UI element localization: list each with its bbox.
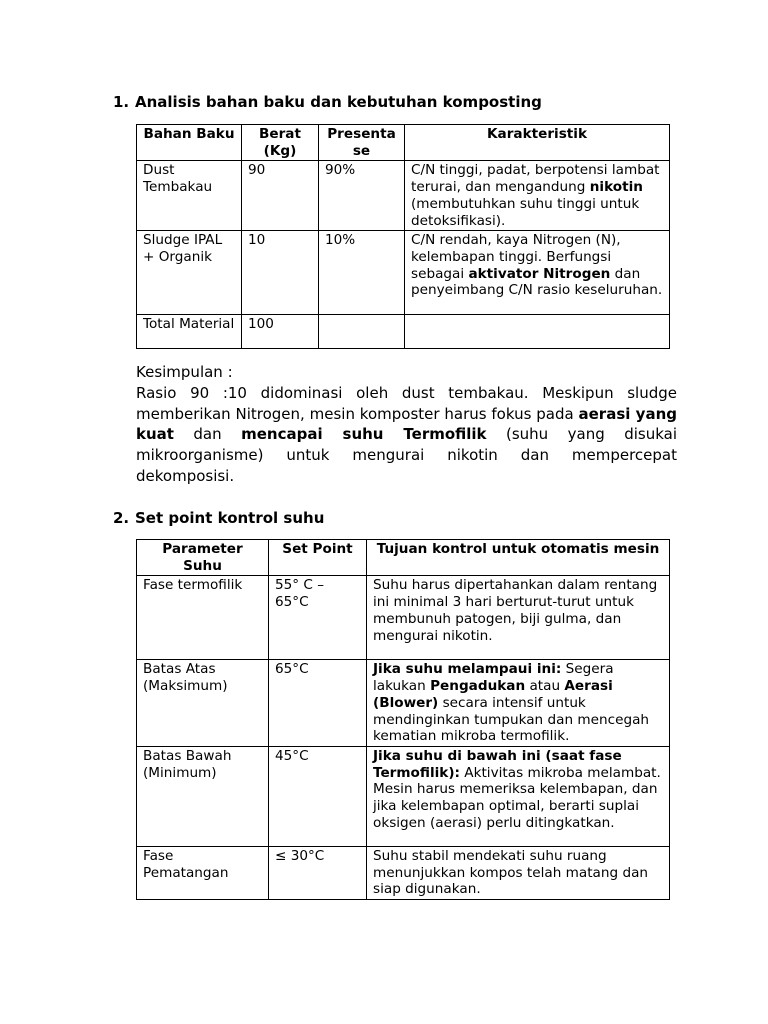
cell-bahan: Sludge IPAL + Organik <box>137 231 242 315</box>
conclusion-text <box>136 383 677 487</box>
bold-text: mencapai suhu Termofilik <box>241 425 487 444</box>
section-2-title: Set point kontrol suhu <box>135 509 325 527</box>
cell-karakteristik <box>405 161 670 231</box>
bold-text: nikotin <box>589 179 643 196</box>
table-row <box>137 161 670 231</box>
text-run: dan <box>173 425 242 444</box>
setpoint-header-row <box>137 540 670 576</box>
text-run: Suhu harus dipertahankan dalam rentang ini minimal 3 hari berturut-turut untuk membunuh patogen, biji gulma, dan mengurai nikotin. <box>373 577 658 644</box>
bold-text: Pengadukan <box>430 678 526 695</box>
cell-parameter: Fase Pematangan <box>137 846 269 899</box>
table-row <box>137 315 670 349</box>
table-row <box>137 746 670 846</box>
cell-karakteristik <box>405 231 670 315</box>
cell-parameter: Batas Atas (Maksimum) <box>137 660 269 747</box>
section-1-number: 1. <box>113 93 130 111</box>
cell-bahan: Total Material <box>137 315 242 349</box>
text-run: (membutuhkan suhu tinggi untuk detoksifikasi). <box>411 195 640 229</box>
bold-text: aktivator Nitrogen <box>468 265 611 282</box>
section-2-number: 2. <box>113 509 130 527</box>
table-row <box>137 231 670 315</box>
cell-tujuan <box>367 746 670 846</box>
text-run: Segera lakukan <box>373 661 614 695</box>
cell-tujuan <box>367 660 670 747</box>
header-karakteristik: Karakteristik <box>405 125 670 161</box>
cell-setpoint: 45°C <box>269 746 367 846</box>
header-bahan-baku: Bahan Baku <box>137 125 242 161</box>
bold-text: Jika suhu di bawah ini (saat fase Termofilik): <box>373 747 622 781</box>
cell-bahan: Dust Tembakau <box>137 161 242 231</box>
cell-presentase <box>319 315 405 349</box>
table-row <box>137 660 670 747</box>
header-tujuan-kontrol: Tujuan kontrol untuk otomatis mesin <box>367 540 670 576</box>
header-parameter-suhu: Parameter Suhu <box>137 540 269 576</box>
bold-text: Aerasi (Blower) <box>373 678 613 711</box>
text-run: (suhu yang disukai mikroorganisme) untuk mengurai nikotin dan mempercepat dekomposisi. <box>136 425 677 485</box>
table-row <box>137 846 670 899</box>
raw-material-table <box>136 124 670 349</box>
cell-setpoint: 55° C – 65°C <box>269 576 367 660</box>
raw-material-header-row <box>137 125 670 161</box>
cell-setpoint: ≤ 30°C <box>269 846 367 899</box>
header-set-point: Set Point <box>269 540 367 576</box>
table-row <box>137 576 670 660</box>
cell-berat: 10 <box>242 231 319 315</box>
text-run: dan penyeimbang C/N rasio keseluruhan. <box>411 265 663 299</box>
section-2-heading <box>113 509 324 527</box>
cell-presentase: 10% <box>319 231 405 315</box>
text-run: atau <box>525 678 565 695</box>
conclusion-block <box>136 362 677 487</box>
cell-tujuan <box>367 846 670 899</box>
text-run: Aktivitas mikroba melambat. Mesin harus memeriksa kelembapan, dan jika kelembapan optimal, berarti suplai oksigen (aerasi) perlu ditingkatkan. <box>373 764 661 831</box>
temperature-setpoint-table <box>136 539 670 900</box>
section-1-heading <box>113 93 542 111</box>
text-run: C/N tinggi, padat, berpotensi lambat terurai, dan mengandung <box>411 162 660 196</box>
text-run: secara intensif untuk mendinginkan tumpukan dan mencegah kematian mikroba termofilik. <box>373 694 650 745</box>
section-1-title: Analisis bahan baku dan kebutuhan komposting <box>135 93 542 111</box>
text-run: C/N rendah, kaya Nitrogen (N), kelembapan tinggi. Berfungsi sebagai <box>411 232 621 282</box>
conclusion-label: Kesimpulan : <box>136 363 233 381</box>
bold-text: aerasi yang kuat <box>136 404 677 444</box>
header-presentase: Presentase <box>319 125 405 161</box>
cell-setpoint: 65°C <box>269 660 367 747</box>
cell-berat: 100 <box>242 315 319 349</box>
cell-tujuan <box>367 576 670 660</box>
text-run: Suhu stabil mendekati suhu ruang menunjukkan kompos telah matang dan siap digunakan. <box>373 847 649 898</box>
cell-parameter: Fase termofilik <box>137 576 269 660</box>
cell-berat: 90 <box>242 161 319 231</box>
text-run: Rasio 90 :10 didominasi oleh dust tembakau. Meskipun sludge memberikan Nitrogen, mesin komposter harus fokus pada <box>136 383 677 423</box>
cell-parameter: Batas Bawah (Minimum) <box>137 746 269 846</box>
cell-presentase: 90% <box>319 161 405 231</box>
bold-text: Jika suhu melampaui ini: <box>373 661 562 678</box>
cell-karakteristik <box>405 315 670 349</box>
header-berat: Berat (Kg) <box>242 125 319 161</box>
